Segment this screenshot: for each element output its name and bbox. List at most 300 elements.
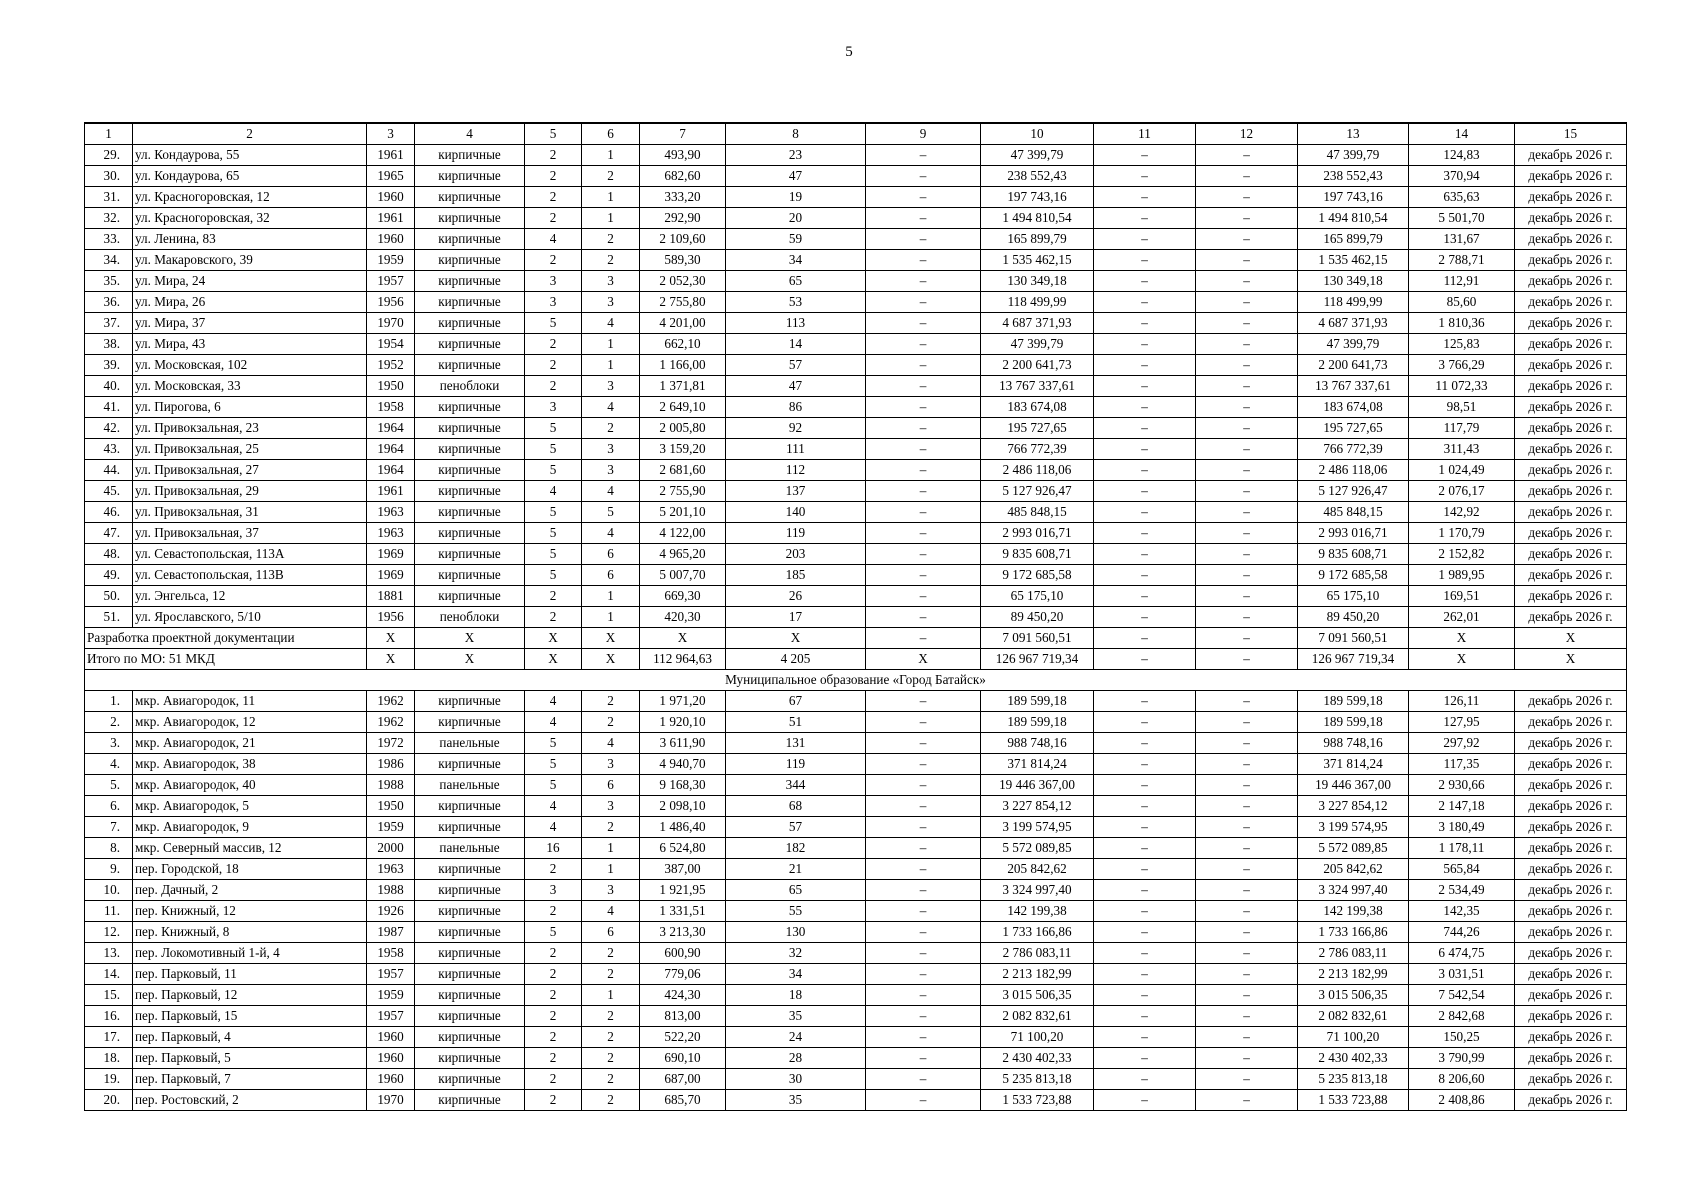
table-cell: 71 100,20 <box>1298 1027 1409 1048</box>
table-cell: 36. <box>85 292 133 313</box>
table-cell: пер. Городской, 18 <box>133 859 367 880</box>
table-cell: мкр. Авиагородок, 11 <box>133 691 367 712</box>
table-cell: 20 <box>726 208 866 229</box>
table-cell: 2 <box>582 964 640 985</box>
table-row <box>85 334 1627 355</box>
table-cell: 3 790,99 <box>1409 1048 1515 1069</box>
table-cell: декабрь 2026 г. <box>1515 145 1627 166</box>
table-cell: 1 920,10 <box>640 712 726 733</box>
table-cell: мкр. Авиагородок, 5 <box>133 796 367 817</box>
table-cell: – <box>1094 817 1196 838</box>
table-cell: 3 199 574,95 <box>981 817 1094 838</box>
table-cell: 20. <box>85 1090 133 1111</box>
table-cell: декабрь 2026 г. <box>1515 775 1627 796</box>
table-cell: X <box>582 628 640 649</box>
table-cell: 9 172 685,58 <box>981 565 1094 586</box>
table-cell: X <box>525 628 582 649</box>
table-cell: 19 446 367,00 <box>1298 775 1409 796</box>
table-row <box>85 1027 1627 1048</box>
table-cell: 3 611,90 <box>640 733 726 754</box>
table-cell: – <box>1094 460 1196 481</box>
table-cell: – <box>1094 376 1196 397</box>
table-cell: 8 206,60 <box>1409 1069 1515 1090</box>
table-cell: 2 082 832,61 <box>981 1006 1094 1027</box>
table-cell: 2 <box>525 145 582 166</box>
table-cell: кирпичные <box>415 985 525 1006</box>
table-cell: кирпичные <box>415 565 525 586</box>
table-cell: декабрь 2026 г. <box>1515 376 1627 397</box>
table-cell: 1 <box>582 208 640 229</box>
table-cell: кирпичные <box>415 397 525 418</box>
table-cell: 18. <box>85 1048 133 1069</box>
table-cell: 6 <box>582 544 640 565</box>
table-cell: – <box>1094 649 1196 670</box>
table-cell: – <box>1094 502 1196 523</box>
table-cell: 2000 <box>367 838 415 859</box>
table-cell: декабрь 2026 г. <box>1515 418 1627 439</box>
table-cell: 3 324 997,40 <box>981 880 1094 901</box>
table-cell: 2 <box>582 1048 640 1069</box>
table-cell: 779,06 <box>640 964 726 985</box>
table-cell: 11 072,33 <box>1409 376 1515 397</box>
table-cell: – <box>866 229 981 250</box>
table-cell: 2 430 402,33 <box>1298 1048 1409 1069</box>
table-cell: 988 748,16 <box>1298 733 1409 754</box>
table-cell: 9 835 608,71 <box>1298 544 1409 565</box>
table-row <box>85 943 1627 964</box>
table-cell: 2 005,80 <box>640 418 726 439</box>
table-cell: 1964 <box>367 439 415 460</box>
table-cell: 4 687 371,93 <box>1298 313 1409 334</box>
table-cell: 5 201,10 <box>640 502 726 523</box>
table-cell: – <box>1196 964 1298 985</box>
table-cell: декабрь 2026 г. <box>1515 943 1627 964</box>
table-cell: 17. <box>85 1027 133 1048</box>
table-cell: 2 930,66 <box>1409 775 1515 796</box>
table-cell: – <box>1196 208 1298 229</box>
table-cell: 13 767 337,61 <box>1298 376 1409 397</box>
table-cell: пер. Книжный, 12 <box>133 901 367 922</box>
table-cell: 669,30 <box>640 586 726 607</box>
table-cell: кирпичные <box>415 145 525 166</box>
table-cell: кирпичные <box>415 817 525 838</box>
table-cell: 2 <box>525 355 582 376</box>
table-cell: 89 450,20 <box>1298 607 1409 628</box>
table-cell: кирпичные <box>415 481 525 502</box>
table-cell: – <box>866 838 981 859</box>
table-cell: – <box>866 607 981 628</box>
column-number-header: 4 <box>415 123 525 145</box>
table-cell: 92 <box>726 418 866 439</box>
table-cell: 3 <box>525 271 582 292</box>
column-number-header: 1 <box>85 123 133 145</box>
table-cell: 41. <box>85 397 133 418</box>
table-cell: – <box>1196 355 1298 376</box>
table-cell: – <box>1196 628 1298 649</box>
table-cell: 65 <box>726 271 866 292</box>
table-row <box>85 187 1627 208</box>
table-cell: 47 399,79 <box>1298 334 1409 355</box>
table-cell: – <box>1196 166 1298 187</box>
table-cell: 65 <box>726 880 866 901</box>
table-cell: 5 <box>525 922 582 943</box>
table-cell: – <box>1094 481 1196 502</box>
table-cell: пер. Парковый, 7 <box>133 1069 367 1090</box>
table-cell: декабрь 2026 г. <box>1515 565 1627 586</box>
table-cell: 2 993 016,71 <box>1298 523 1409 544</box>
table-cell: – <box>1094 691 1196 712</box>
table-cell: 2 755,80 <box>640 292 726 313</box>
table-cell: – <box>1196 187 1298 208</box>
table-cell: 3 227 854,12 <box>1298 796 1409 817</box>
table-cell: 1 733 166,86 <box>1298 922 1409 943</box>
table-cell: 45. <box>85 481 133 502</box>
table-cell: 9 168,30 <box>640 775 726 796</box>
table-cell: ул. Мира, 26 <box>133 292 367 313</box>
table-body <box>85 123 1627 1111</box>
table-cell: 117,35 <box>1409 754 1515 775</box>
table-cell: 420,30 <box>640 607 726 628</box>
table-cell: 3 324 997,40 <box>1298 880 1409 901</box>
table-cell: кирпичные <box>415 1027 525 1048</box>
page-number: 5 <box>845 44 853 60</box>
table-cell: декабрь 2026 г. <box>1515 796 1627 817</box>
table-cell: 5 <box>525 313 582 334</box>
table-cell: декабрь 2026 г. <box>1515 691 1627 712</box>
table-cell: 1950 <box>367 796 415 817</box>
table-cell: 1969 <box>367 565 415 586</box>
table-cell: декабрь 2026 г. <box>1515 271 1627 292</box>
table-cell: 2 <box>582 229 640 250</box>
table-cell: 2 076,17 <box>1409 481 1515 502</box>
table-cell: ул. Красногоровская, 32 <box>133 208 367 229</box>
column-number-header: 3 <box>367 123 415 145</box>
table-cell: – <box>1196 145 1298 166</box>
table-cell: 32. <box>85 208 133 229</box>
table-cell: 493,90 <box>640 145 726 166</box>
table-cell: 4 <box>525 691 582 712</box>
table-cell: кирпичные <box>415 943 525 964</box>
table-cell: 3 199 574,95 <box>1298 817 1409 838</box>
table-cell: 205 842,62 <box>1298 859 1409 880</box>
table-cell: кирпичные <box>415 586 525 607</box>
column-number-header: 8 <box>726 123 866 145</box>
table-cell: – <box>1196 796 1298 817</box>
table-cell: 126 967 719,34 <box>981 649 1094 670</box>
table-cell: кирпичные <box>415 754 525 775</box>
table-cell: 1 810,36 <box>1409 313 1515 334</box>
table-cell: 3 <box>582 271 640 292</box>
table-cell: 5. <box>85 775 133 796</box>
table-cell: – <box>866 1027 981 1048</box>
table-cell: панельные <box>415 775 525 796</box>
table-cell: – <box>866 1069 981 1090</box>
table-cell: 4 940,70 <box>640 754 726 775</box>
table-cell: 118 499,99 <box>981 292 1094 313</box>
table-cell: 1962 <box>367 712 415 733</box>
table-cell: 1988 <box>367 880 415 901</box>
table-cell: – <box>1094 313 1196 334</box>
table-cell: 1957 <box>367 1006 415 1027</box>
table-cell: 3 <box>525 397 582 418</box>
table-cell: 1 170,79 <box>1409 523 1515 544</box>
table-cell: 1 166,00 <box>640 355 726 376</box>
table-cell: 600,90 <box>640 943 726 964</box>
table-cell: – <box>1196 985 1298 1006</box>
table-cell: декабрь 2026 г. <box>1515 607 1627 628</box>
table-cell: 2 098,10 <box>640 796 726 817</box>
table-row <box>85 922 1627 943</box>
table-cell: пер. Дачный, 2 <box>133 880 367 901</box>
table-cell: 6. <box>85 796 133 817</box>
table-cell: декабрь 2026 г. <box>1515 1027 1627 1048</box>
table-cell: 1 <box>582 187 640 208</box>
table-cell: 3 766,29 <box>1409 355 1515 376</box>
table-cell: – <box>1094 586 1196 607</box>
table-cell: ул. Севастопольская, 113В <box>133 565 367 586</box>
table-cell: 197 743,16 <box>1298 187 1409 208</box>
table-row <box>85 754 1627 775</box>
table-cell: 3 <box>582 460 640 481</box>
table-cell: 682,60 <box>640 166 726 187</box>
table-cell: 1960 <box>367 187 415 208</box>
table-cell: кирпичные <box>415 691 525 712</box>
table-cell: 5 <box>525 460 582 481</box>
table-cell: 5 127 926,47 <box>1298 481 1409 502</box>
table-cell: 1 533 723,88 <box>981 1090 1094 1111</box>
table-cell: 2 <box>582 1006 640 1027</box>
table-cell: 813,00 <box>640 1006 726 1027</box>
table-cell: 19 <box>726 187 866 208</box>
table-cell: 2 <box>525 250 582 271</box>
table-cell: – <box>1196 838 1298 859</box>
table-cell: пеноблоки <box>415 376 525 397</box>
table-cell: X <box>726 628 866 649</box>
table-cell: 1 <box>582 985 640 1006</box>
table-cell: 11. <box>85 901 133 922</box>
table-cell: 85,60 <box>1409 292 1515 313</box>
table-cell: декабрь 2026 г. <box>1515 292 1627 313</box>
table-cell: – <box>1094 145 1196 166</box>
table-cell: 7 542,54 <box>1409 985 1515 1006</box>
table-cell: 37. <box>85 313 133 334</box>
table-cell: – <box>1196 691 1298 712</box>
table-cell: декабрь 2026 г. <box>1515 544 1627 565</box>
table-cell: 98,51 <box>1409 397 1515 418</box>
table-cell: – <box>1094 355 1196 376</box>
table-cell: ул. Мира, 24 <box>133 271 367 292</box>
table-cell: – <box>1196 859 1298 880</box>
table-cell: 297,92 <box>1409 733 1515 754</box>
table-cell: 2 <box>582 691 640 712</box>
column-number-header: 13 <box>1298 123 1409 145</box>
table-cell: кирпичные <box>415 292 525 313</box>
table-cell: 2 <box>525 586 582 607</box>
table-cell: 1987 <box>367 922 415 943</box>
table-cell: – <box>866 775 981 796</box>
table-cell: 2 <box>525 1069 582 1090</box>
table-row <box>85 859 1627 880</box>
table-row <box>85 292 1627 313</box>
table-cell: 2 486 118,06 <box>981 460 1094 481</box>
table-cell: 1986 <box>367 754 415 775</box>
table-cell: 4 <box>525 229 582 250</box>
table-cell: – <box>1196 460 1298 481</box>
table-cell: декабрь 2026 г. <box>1515 985 1627 1006</box>
table-cell: 4 <box>582 901 640 922</box>
table-row <box>85 439 1627 460</box>
table-cell: 195 727,65 <box>1298 418 1409 439</box>
table-cell: 189 599,18 <box>981 691 1094 712</box>
table-cell: 1926 <box>367 901 415 922</box>
table-cell: декабрь 2026 г. <box>1515 1090 1627 1111</box>
table-cell: 1988 <box>367 775 415 796</box>
table-cell: 2 <box>582 1090 640 1111</box>
table-cell: мкр. Северный массив, 12 <box>133 838 367 859</box>
table-cell: 42. <box>85 418 133 439</box>
table-cell: 370,94 <box>1409 166 1515 187</box>
table-cell: декабрь 2026 г. <box>1515 880 1627 901</box>
table-cell: 2 408,86 <box>1409 1090 1515 1111</box>
table-cell: 2 <box>525 985 582 1006</box>
table-cell: пер. Парковый, 11 <box>133 964 367 985</box>
table-cell: – <box>866 628 981 649</box>
table-cell: 1963 <box>367 859 415 880</box>
table-cell: 111 <box>726 439 866 460</box>
table-cell: X <box>640 628 726 649</box>
table-cell: – <box>866 208 981 229</box>
table-cell: 3 <box>582 880 640 901</box>
table-cell: мкр. Авиагородок, 21 <box>133 733 367 754</box>
table-cell: 3 <box>582 439 640 460</box>
table-cell: 5 <box>525 502 582 523</box>
table-cell: – <box>1094 859 1196 880</box>
table-cell: 30 <box>726 1069 866 1090</box>
table-row <box>85 397 1627 418</box>
table-cell: 1958 <box>367 943 415 964</box>
table-cell: 47 399,79 <box>1298 145 1409 166</box>
table-cell: 3 <box>582 292 640 313</box>
table-cell: 1 <box>582 838 640 859</box>
table-row <box>85 208 1627 229</box>
table-cell: 182 <box>726 838 866 859</box>
table-cell: 1972 <box>367 733 415 754</box>
table-cell: 2 <box>525 166 582 187</box>
table-cell: 2 486 118,06 <box>1298 460 1409 481</box>
table-cell: 2 <box>525 1048 582 1069</box>
table-cell: мкр. Авиагородок, 40 <box>133 775 367 796</box>
table-row <box>85 838 1627 859</box>
table-cell: – <box>866 964 981 985</box>
table-cell: 4 965,20 <box>640 544 726 565</box>
table-cell: – <box>1196 922 1298 943</box>
summary-row <box>85 628 1627 649</box>
table-cell: 4 <box>582 733 640 754</box>
table-cell: 565,84 <box>1409 859 1515 880</box>
table-cell: – <box>1094 1090 1196 1111</box>
table-cell: 5 <box>525 775 582 796</box>
table-cell: 15. <box>85 985 133 1006</box>
table-cell: 2 649,10 <box>640 397 726 418</box>
table-cell: 1952 <box>367 355 415 376</box>
table-cell: декабрь 2026 г. <box>1515 1069 1627 1090</box>
table-cell: 203 <box>726 544 866 565</box>
table-cell: 2 <box>582 943 640 964</box>
table-cell: 2 <box>582 418 640 439</box>
table-cell: 6 524,80 <box>640 838 726 859</box>
table-cell: декабрь 2026 г. <box>1515 523 1627 544</box>
table-cell: ул. Привокзальная, 29 <box>133 481 367 502</box>
table-cell: 2 <box>525 964 582 985</box>
table-cell: 1 486,40 <box>640 817 726 838</box>
table-cell: – <box>1196 376 1298 397</box>
table-cell: ул. Кондаурова, 55 <box>133 145 367 166</box>
column-number-header: 14 <box>1409 123 1515 145</box>
table-cell: – <box>866 922 981 943</box>
table-cell: X <box>1515 628 1627 649</box>
table-cell: ул. Ярославского, 5/10 <box>133 607 367 628</box>
table-cell: 53 <box>726 292 866 313</box>
table-cell: 165 899,79 <box>981 229 1094 250</box>
table-cell: 424,30 <box>640 985 726 1006</box>
table-cell: 6 <box>582 565 640 586</box>
table-cell: 589,30 <box>640 250 726 271</box>
table-cell: 1 371,81 <box>640 376 726 397</box>
table-row <box>85 418 1627 439</box>
table-cell: 3 <box>582 376 640 397</box>
table-cell: панельные <box>415 838 525 859</box>
table-cell: – <box>1196 313 1298 334</box>
table-cell: ул. Пирогова, 6 <box>133 397 367 418</box>
table-cell: 46. <box>85 502 133 523</box>
table-cell: 1954 <box>367 334 415 355</box>
table-cell: 333,20 <box>640 187 726 208</box>
table-cell: 3 159,20 <box>640 439 726 460</box>
table-cell: 13. <box>85 943 133 964</box>
table-cell: 189 599,18 <box>1298 712 1409 733</box>
table-cell: 39. <box>85 355 133 376</box>
table-cell: 2 842,68 <box>1409 1006 1515 1027</box>
table-cell: ул. Привокзальная, 37 <box>133 523 367 544</box>
table-cell: 2 <box>525 1027 582 1048</box>
table-cell: декабрь 2026 г. <box>1515 901 1627 922</box>
table-cell: 4 <box>525 481 582 502</box>
table-cell: – <box>1094 187 1196 208</box>
table-cell: 2 <box>525 208 582 229</box>
table-cell: 766 772,39 <box>981 439 1094 460</box>
table-cell: 4 <box>582 397 640 418</box>
table-cell: 2 <box>582 166 640 187</box>
table-cell: декабрь 2026 г. <box>1515 502 1627 523</box>
table-cell: кирпичные <box>415 334 525 355</box>
table-cell: ул. Московская, 102 <box>133 355 367 376</box>
table-row <box>85 586 1627 607</box>
table-cell: декабрь 2026 г. <box>1515 481 1627 502</box>
table-cell: 4 <box>582 523 640 544</box>
table-cell: 2 786 083,11 <box>1298 943 1409 964</box>
table-cell: 6 474,75 <box>1409 943 1515 964</box>
table-cell: ул. Мира, 43 <box>133 334 367 355</box>
table-cell: 33. <box>85 229 133 250</box>
summary-label: Итого по МО: 51 МКД <box>85 649 367 670</box>
table-cell: 17 <box>726 607 866 628</box>
table-cell: 169,51 <box>1409 586 1515 607</box>
table-cell: 5 235 813,18 <box>1298 1069 1409 1090</box>
table-cell: 1961 <box>367 481 415 502</box>
table-cell: 1959 <box>367 817 415 838</box>
table-cell: – <box>1094 1027 1196 1048</box>
table-cell: 1963 <box>367 523 415 544</box>
